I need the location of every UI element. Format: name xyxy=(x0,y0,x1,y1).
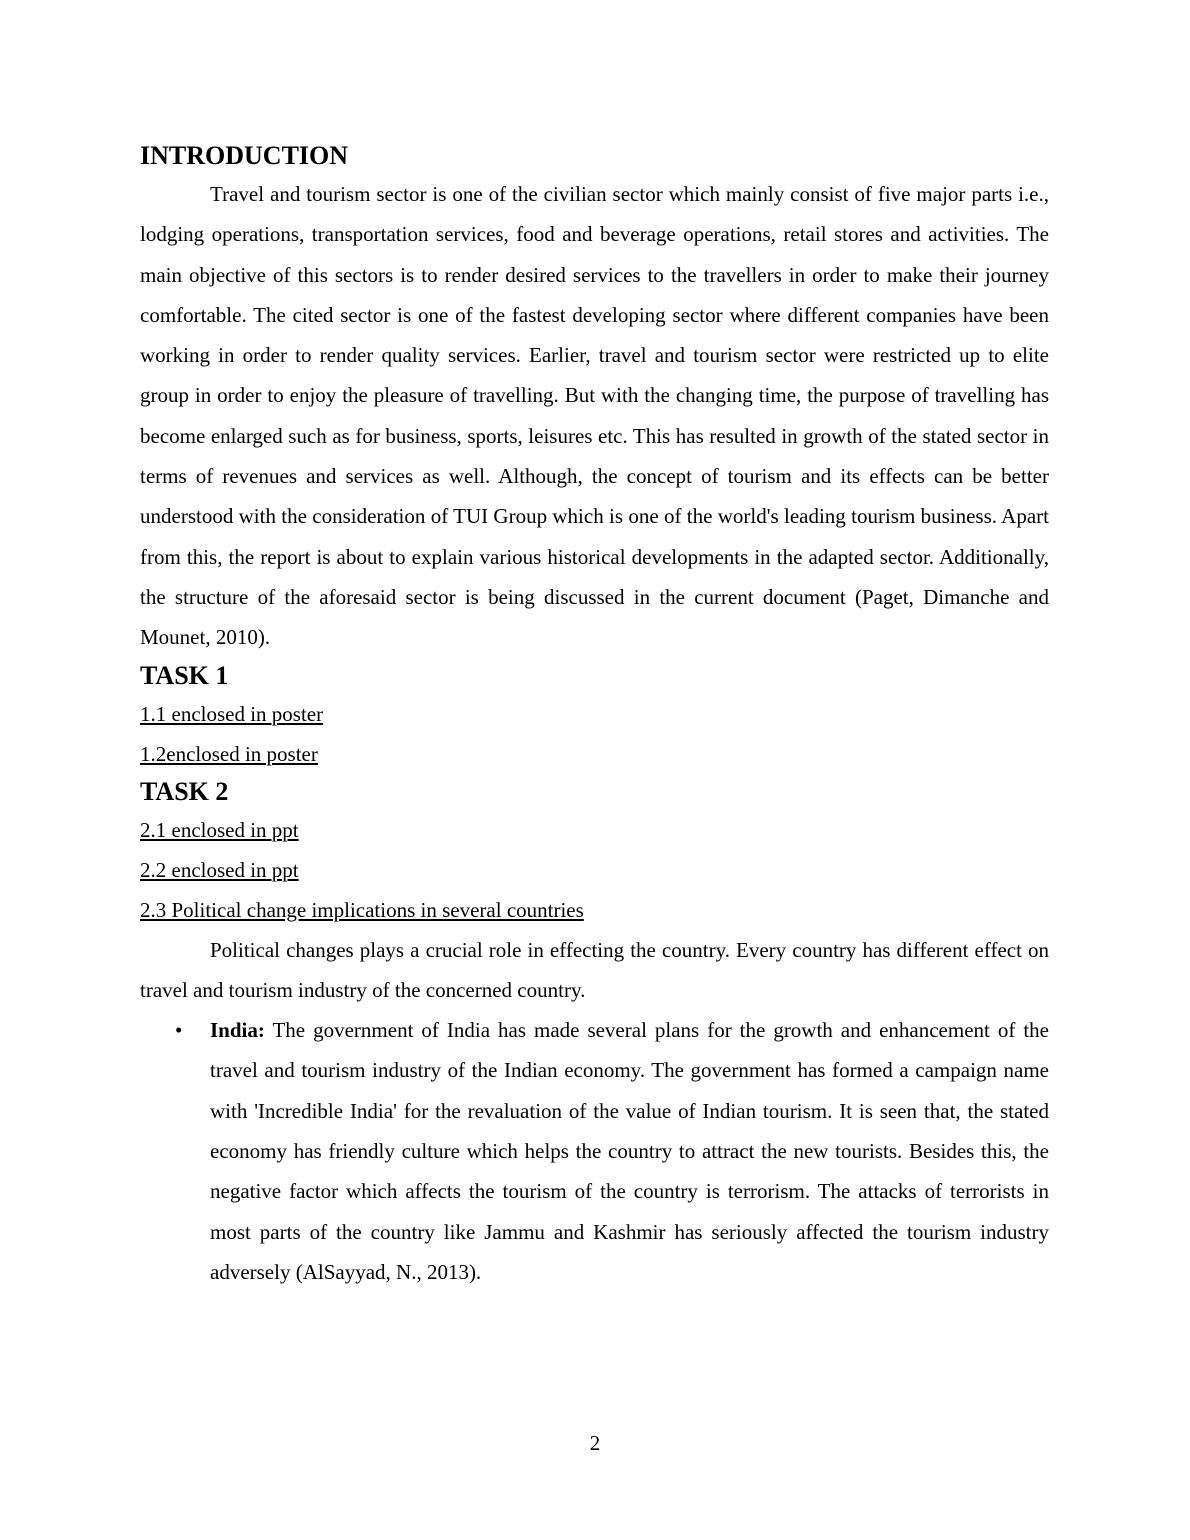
bullet-icon: • xyxy=(175,1018,183,1043)
political-change-paragraph: Political changes plays a crucial role in effecting the country. Every country has different effect on travel and tourism industry of the concerned country. xyxy=(140,937,1049,1002)
task1-heading: TASK 1 xyxy=(140,660,229,690)
task2-heading: TASK 2 xyxy=(140,776,229,806)
task2-item-2-3: 2.3 Political change implications in several countries xyxy=(140,897,584,922)
task1-item-1-1: 1.1 enclosed in poster xyxy=(140,701,324,726)
bullet-item-india xyxy=(140,1010,1049,1292)
page-content xyxy=(140,138,1049,1292)
bullet-lead-india: India: xyxy=(210,1018,265,1043)
introduction-paragraph: Travel and tourism sector is one of the civilian sector which mainly consist of five major parts i.e., lodging operations, transportation services, food and beverage operations, retail stores and activities. The main objective of this sectors is to render desired services to the travellers in order to make their journey comfortable. The cited sector is one of the fastest developing sector where different companies have been working in order to render quality services. Earlier, travel and tourism sector were restricted up to elite group in order to enjoy the pleasure of travelling. But with the changing time, the purpose of travelling has become enlarged such as for business, sports, leisures etc. This has resulted in growth of the stated sector in terms of revenues and services as well. Although, the concept of tourism and its effects can be better understood with the consideration of TUI Group which is one of the world's leading tourism business. Apart from this, the report is about to explain various historical developments in the adapted sector. Additionally, the structure of the aforesaid sector is being discussed in the current document (Paget, Dimanche and Mounet, 2010). xyxy=(140,182,1049,650)
task1-item-1-2: 1.2enclosed in poster xyxy=(140,741,318,766)
page-number: 2 xyxy=(589,1431,601,1455)
bullet-text-india: The government of India has made several plans for the growth and enhancement of the travel and tourism industry of the Indian economy. The government has formed a campaign name with 'Incredible India' for the revaluation of the value of Indian tourism. It is seen that, the stated economy has friendly culture which helps the country to attract the new tourists. Besides this, the negative factor which affects the tourism of the country is terrorism. The attacks of terrorists in most parts of the country like Jammu and Kashmir has seriously affected the tourism industry adversely (AlSayyad, N., 2013). xyxy=(210,1018,1049,1284)
task2-item-2-1: 2.1 enclosed in ppt xyxy=(140,817,299,842)
country-bullet-list xyxy=(140,1010,1049,1292)
task2-item-2-2: 2.2 enclosed in ppt xyxy=(140,857,299,882)
introduction-heading: INTRODUCTION xyxy=(140,141,349,170)
